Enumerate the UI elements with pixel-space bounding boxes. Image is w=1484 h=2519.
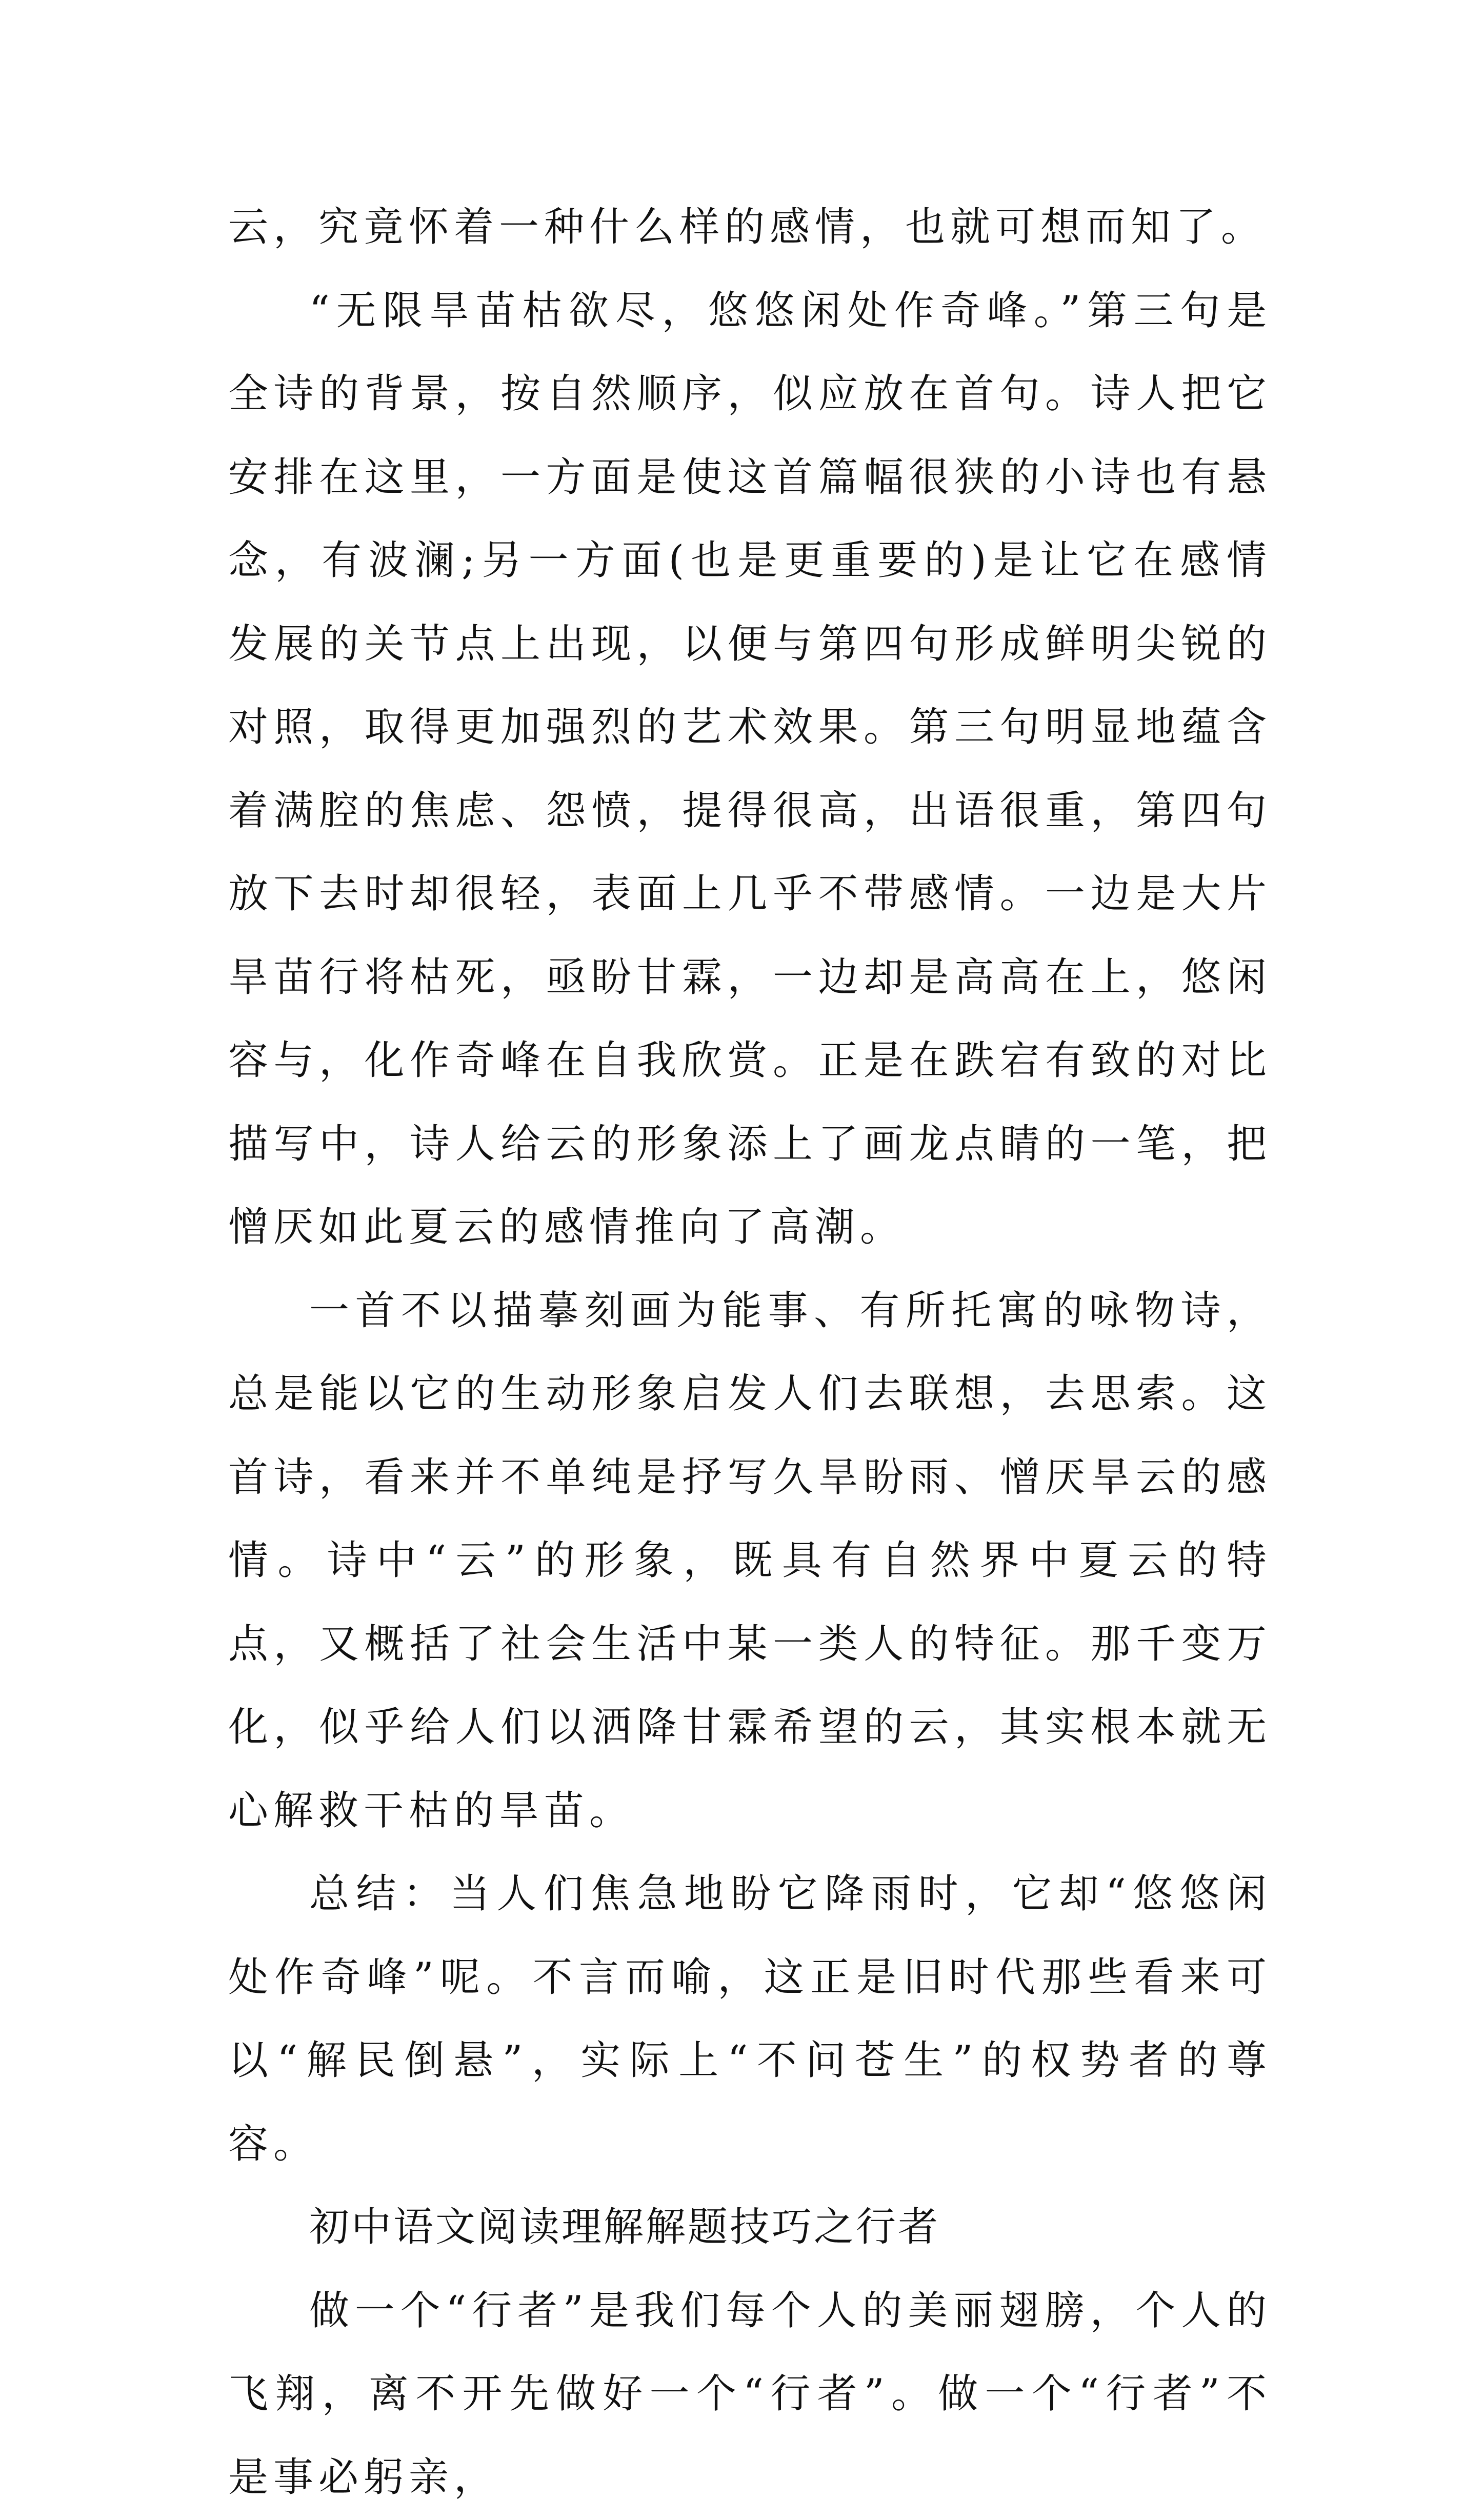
paragraph-poem-meaning: 一首不以描摹刻画为能事、有所托寓的咏物诗，总是能以它的生动形象启发人们去联想，去思索。这首诗，看来并不单纯是抒写久旱盼雨、憎厌旱云的感情。诗中“云”的形象，既具有自然界中夏云的特点，又概括了社会生活中某一类人的特征。那千变万化，似乎给人们以洒降甘霖希望的云，其实根本就无心解救干枯的旱苗。: [228, 1269, 1272, 1853]
paragraph-traveler: 做一个“行者”是我们每个人的美丽翅膀，个人的飞翔，离不开先做好一个“行者”。做一个“行者”不是事必躬亲，: [228, 2269, 1272, 2519]
paragraph-poem-analysis: “无限旱苗枯欲尽，悠悠闲处作奇峰。”第三句是全诗的背景，按自然顺序，似应放在首句。诗人把它安排在这里，一方面是使这首篇幅很狭的小诗也有悬念，有波澜;另一方面(也是更重要的)是让它在感情发展的关节点上出现，以便与第四句形成鲜明尖锐的对照，取得更加强烈的艺术效果。第三句明显地蕴含着满腔的焦虑、怨愤，提得很高，出语很重，第四句放下去时却很轻，表面上几乎不带感情。一边是大片旱苗行将枯死，亟盼甘霖，一边却是高高在上，悠闲容与，化作奇峰在自我欣赏。正是在跌宕有致的对比描写中，诗人给云的形象添上了画龙点睛的一笔，把憎厌如此夏云的感情推向了高潮。: [228, 269, 1272, 1269]
paragraph-continuation: 云，究竟怀着一种什么样的感情，也就可想而知了。: [228, 186, 1272, 269]
document-body: [228, 186, 1272, 2519]
paragraph-summary: 总结：当人们焦急地盼它降雨时，它却“悠悠闲处作奇峰”呢。不言而喻，这正是旧时代那些看来可以“解民倒悬”，实际上“不问苍生”的权势者的尊容。: [228, 1852, 1272, 2186]
section-heading: 初中语文阅读理解解题技巧之行者: [228, 2186, 1272, 2269]
